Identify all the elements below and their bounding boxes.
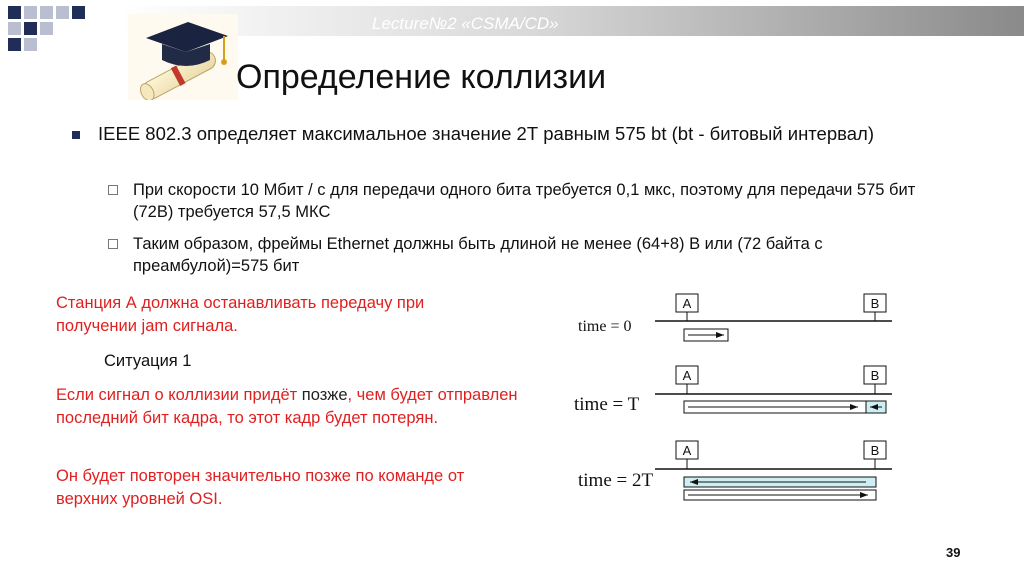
corner-square-9 [24,38,37,51]
corner-square-4 [56,6,69,19]
diagram-row-1 [578,294,892,341]
corner-square-1 [8,6,21,19]
sub-bullet-2 [108,233,958,277]
hollow-square-bullet-icon [108,185,118,195]
lecture-title: Lecture№2 «CSMA/CD» [372,14,559,33]
collision-timing-diagram [560,288,900,524]
page-number: 39 [946,545,961,560]
graduation-cap-diploma-icon [128,14,238,100]
diagram-row-3 [578,441,892,500]
corner-square-8 [40,22,53,35]
late-word: позже [301,386,348,404]
time-label-3: time = 2T [578,470,654,491]
time-label-1: time = 0 [578,318,632,335]
late-prefix: Если сигнал о коллизии придёт [56,386,302,404]
hollow-square-bullet-icon [108,239,118,249]
time-label-2: time = T [574,394,640,415]
sub-bullet-1-text: При скорости 10 Мбит / с для передачи одного бита требуется 0,1 мкс, поэтому для передачи 575 бит (72В) требуется 57,5 МКС [133,181,916,221]
station-b-label-2: B [870,368,880,383]
corner-square-5 [72,6,85,19]
slide-title: Определение коллизии [236,58,607,96]
late-collision-note [56,384,526,430]
square-bullet-icon [72,131,80,139]
station-b-label-1: B [870,296,880,311]
late-suffix: , чем будет отправлен последний бит кадра, то этот кадр будет потерян. [56,386,518,427]
station-b-label-3: B [870,443,880,458]
corner-square-10 [8,38,21,51]
station-a-label-2: A [682,368,692,383]
situation-label: Ситуация 1 [104,352,192,370]
sub-bullet-2-text: Таким образом, фреймы Ethernet должны быть длиной не менее (64+8) В или (72 байта с преамбулой)=575 бит [133,235,823,275]
main-bullet [72,122,932,146]
corner-square-3 [40,6,53,19]
diagram-row-2 [574,366,892,415]
header-gradient [120,6,1024,36]
corner-square-6 [8,22,21,35]
sub-bullet-1 [108,179,958,223]
main-bullet-text: IEEE 802.3 определяет максимальное значение 2Т равным 575 bt (bt - битовый интервал) [98,123,874,144]
corner-square-2 [24,6,37,19]
station-a-label-3: A [682,443,692,458]
station-note: Станция А должна останавливать передачу при получении jam сигнала. [56,294,425,335]
station-a-label-1: A [682,296,692,311]
corner-square-7 [24,22,37,35]
repeat-note: Он будет повторен значительно позже по команде от верхних уровней OSI. [56,467,465,508]
